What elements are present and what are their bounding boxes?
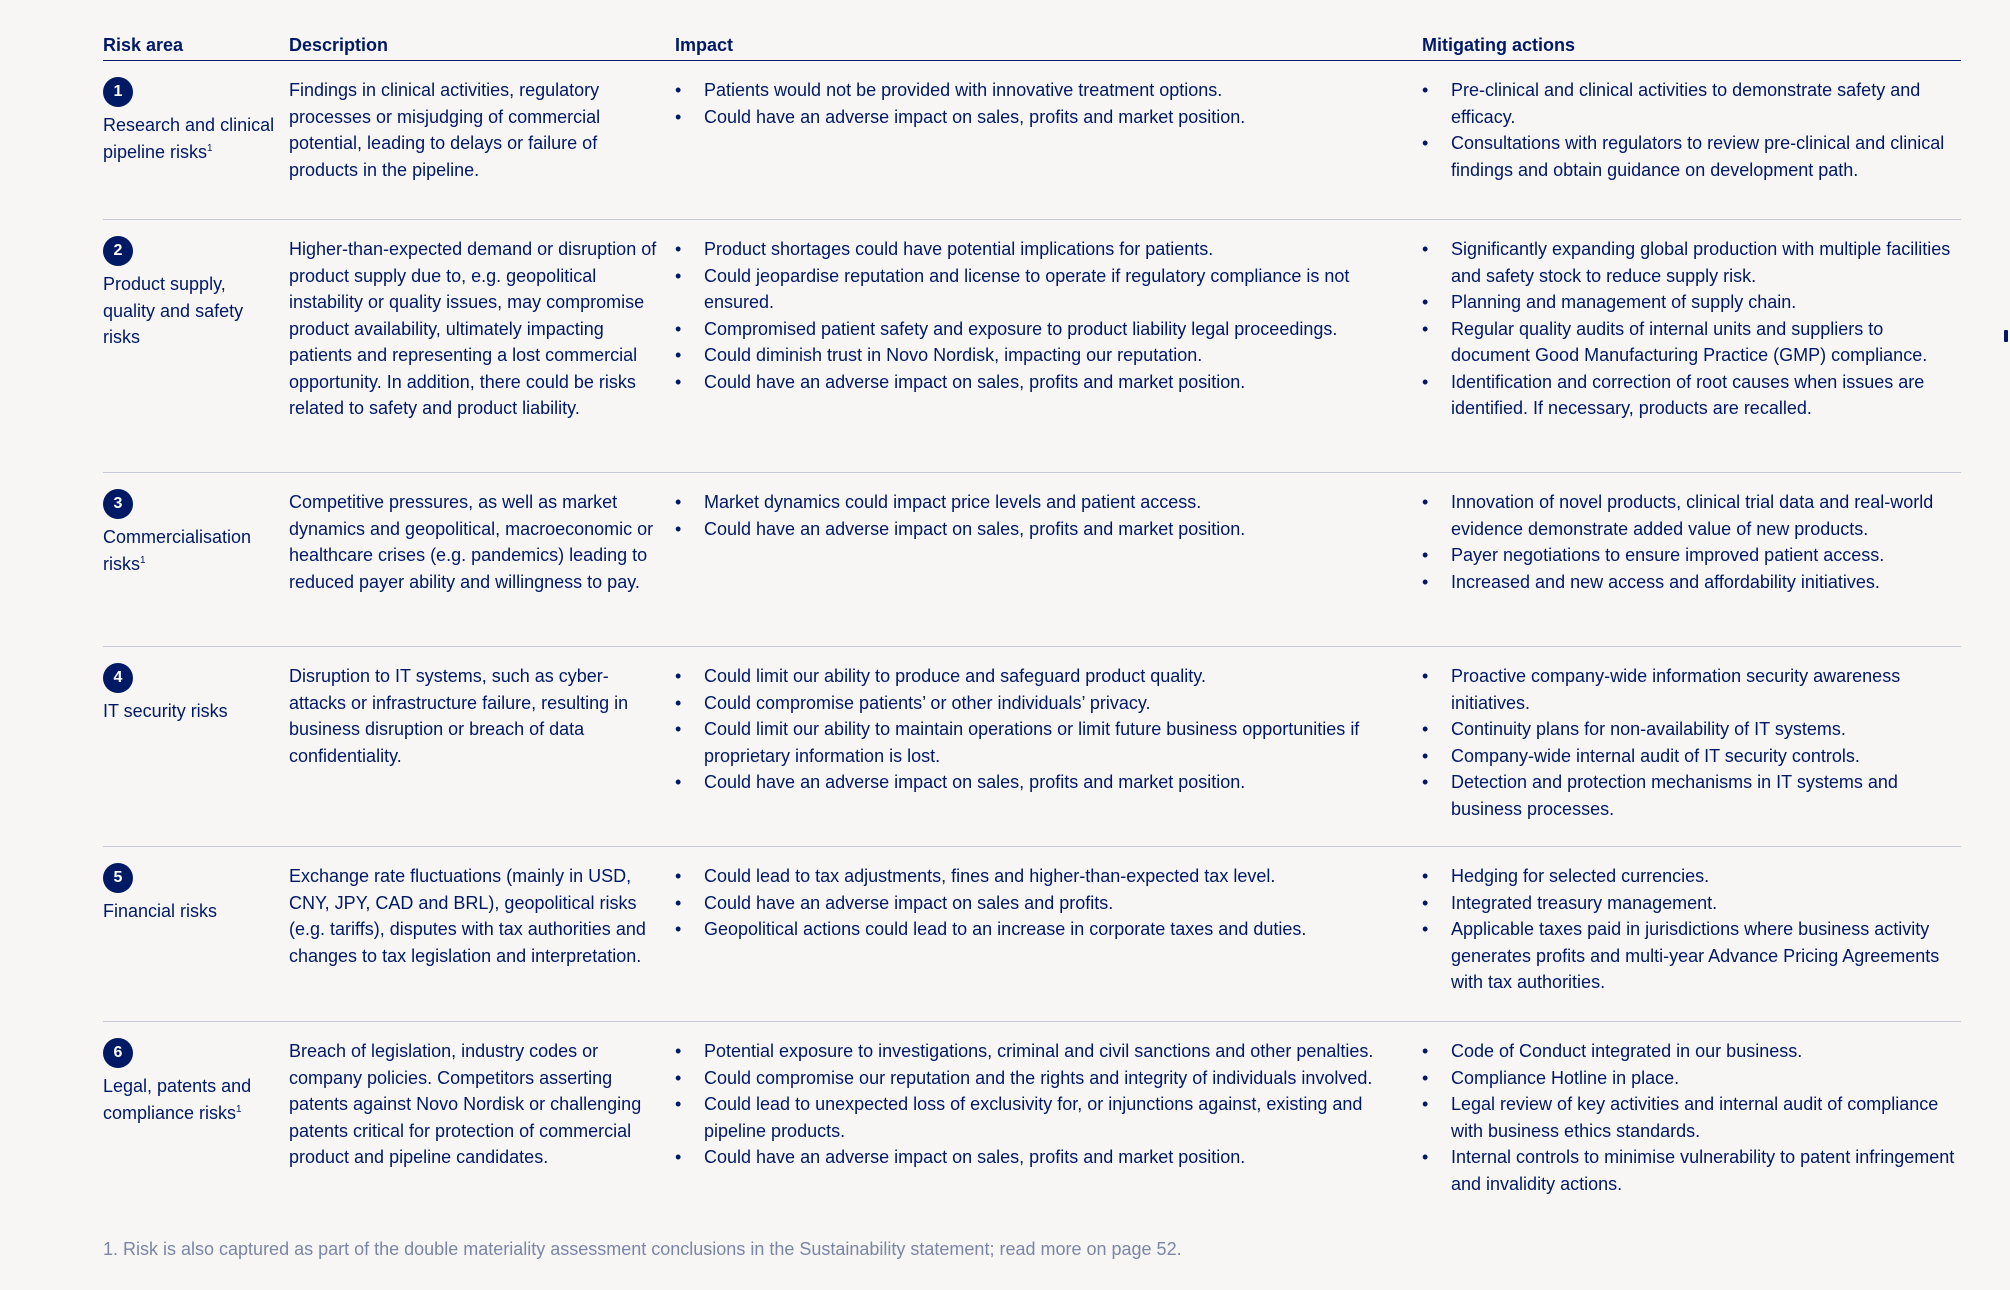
mitigation-item: • Hedging for selected currencies. xyxy=(1422,863,1961,890)
table-body xyxy=(103,61,1961,1210)
impact-list xyxy=(675,77,1412,130)
header-mitigating-actions: Mitigating actions xyxy=(1422,34,1575,55)
risk-area-cell xyxy=(103,1038,289,1210)
header-risk-area: Risk area xyxy=(103,34,184,55)
side-edge-mark xyxy=(2004,330,2008,342)
risk-area-label xyxy=(103,898,277,925)
table-row xyxy=(103,647,1961,847)
mitigation-item: • Proactive company-wide information security awareness initiatives. xyxy=(1422,663,1961,716)
impact-list xyxy=(675,1038,1412,1171)
risk-area-text: Research and clinical pipeline risks xyxy=(103,115,275,162)
impact-list xyxy=(675,863,1412,943)
impact-item: • Could compromise patients’ or other individuals’ privacy. xyxy=(675,690,1412,717)
risk-number-badge: 1 xyxy=(103,77,133,107)
mitigations-cell xyxy=(1422,77,1961,219)
risk-area-label xyxy=(103,698,277,725)
impact-cell xyxy=(675,77,1422,219)
impact-cell xyxy=(675,663,1422,846)
mitigation-item: • Applicable taxes paid in jurisdictions where business activity generates profits and multi-year Advance Pricing Agreements with tax authorities. xyxy=(1422,916,1961,996)
footnote-ref: 1 xyxy=(140,554,146,566)
risk-area-text: Commercialisation risks xyxy=(103,527,252,574)
impact-list xyxy=(675,489,1412,542)
impact-list xyxy=(675,663,1412,796)
mitigations-cell xyxy=(1422,863,1961,1021)
mitigations-cell xyxy=(1422,663,1961,846)
table-row xyxy=(103,220,1961,473)
mitigation-item: • Innovation of novel products, clinical trial data and real-world evidence demonstrate added value of new products. xyxy=(1422,489,1961,542)
impact-item: • Could have an adverse impact on sales, profits and market position. xyxy=(675,369,1412,396)
header-impact: Impact xyxy=(675,34,734,55)
impact-item: • Could lead to unexpected loss of exclusivity for, or injunctions against, existing and pipeline products. xyxy=(675,1091,1412,1144)
risk-area-label xyxy=(103,1073,277,1126)
risk-area-text: IT security risks xyxy=(103,701,228,721)
mitigation-item: • Pre-clinical and clinical activities to demonstrate safety and efficacy. xyxy=(1422,77,1961,130)
risk-area-label xyxy=(103,271,277,351)
impact-item: • Compromised patient safety and exposure to product liability legal proceedings. xyxy=(675,316,1412,343)
risk-area-cell xyxy=(103,863,289,1021)
mitigation-item: • Detection and protection mechanisms in IT systems and business processes. xyxy=(1422,769,1961,822)
impact-item: • Could have an adverse impact on sales, profits and market position. xyxy=(675,769,1412,796)
impact-item: • Could compromise our reputation and the rights and integrity of individuals involved. xyxy=(675,1065,1412,1092)
mitigations-list xyxy=(1422,1038,1961,1197)
mitigation-item: • Significantly expanding global production with multiple facilities and safety stock to reduce supply risk. xyxy=(1422,236,1961,289)
impact-item: • Product shortages could have potential implications for patients. xyxy=(675,236,1412,263)
mitigation-item: • Internal controls to minimise vulnerability to patent infringement and invalidity actions. xyxy=(1422,1144,1961,1197)
impact-item: • Could have an adverse impact on sales and profits. xyxy=(675,890,1412,917)
risk-number-badge: 4 xyxy=(103,663,133,693)
risk-area-text: Legal, patents and compliance risks xyxy=(103,1076,252,1123)
mitigation-item: • Consultations with regulators to review pre-clinical and clinical findings and obtain guidance on development path. xyxy=(1422,130,1961,183)
risk-area-cell xyxy=(103,77,289,219)
mitigation-item: • Continuity plans for non-availability of IT systems. xyxy=(1422,716,1961,743)
footnote-ref: 1 xyxy=(236,1103,242,1115)
mitigations-list xyxy=(1422,863,1961,996)
impact-item: • Geopolitical actions could lead to an increase in corporate taxes and duties. xyxy=(675,916,1412,943)
risk-number-badge: 2 xyxy=(103,236,133,266)
mitigation-item: • Integrated treasury management. xyxy=(1422,890,1961,917)
impact-item: • Could have an adverse impact on sales, profits and market position. xyxy=(675,104,1412,131)
risk-number-badge: 6 xyxy=(103,1038,133,1068)
impact-item: • Could have an adverse impact on sales, profits and market position. xyxy=(675,516,1412,543)
impact-list xyxy=(675,236,1412,395)
risk-number-badge: 5 xyxy=(103,863,133,893)
table-header xyxy=(103,30,1961,61)
mitigation-item: • Payer negotiations to ensure improved patient access. xyxy=(1422,542,1961,569)
risk-description: Competitive pressures, as well as market dynamics and geopolitical, macroeconomic or healthcare crises (e.g. pandemics) leading to reduced payer ability and willingness to pay. xyxy=(289,492,654,592)
risk-area-text: Product supply, quality and safety risks xyxy=(103,274,244,347)
impact-item: • Could diminish trust in Novo Nordisk, impacting our reputation. xyxy=(675,342,1412,369)
footnote: 1. Risk is also captured as part of the double materiality assessment conclusions in the Sustainability statement; read more on page 52. xyxy=(103,1239,1182,1259)
impact-item: • Could have an adverse impact on sales, profits and market position. xyxy=(675,1144,1412,1171)
header-description: Description xyxy=(289,34,389,55)
mitigation-item: • Legal review of key activities and internal audit of compliance with business ethics standards. xyxy=(1422,1091,1961,1144)
mitigation-item: • Increased and new access and affordability initiatives. xyxy=(1422,569,1961,596)
risk-description: Disruption to IT systems, such as cyber-attacks or infrastructure failure, resulting in business disruption or breach of data confidentiality. xyxy=(289,666,629,766)
impact-item: • Could lead to tax adjustments, fines and higher-than-expected tax level. xyxy=(675,863,1412,890)
risk-area-cell xyxy=(103,236,289,472)
mitigations-cell xyxy=(1422,1038,1961,1210)
mitigations-cell xyxy=(1422,489,1961,646)
impact-cell xyxy=(675,1038,1422,1210)
impact-item: • Patients would not be provided with innovative treatment options. xyxy=(675,77,1412,104)
mitigation-item: • Identification and correction of root causes when issues are identified. If necessary, products are recalled. xyxy=(1422,369,1961,422)
risk-area-cell xyxy=(103,663,289,846)
impact-item: • Could limit our ability to maintain operations or limit future business opportunities if proprietary information is lost. xyxy=(675,716,1412,769)
risk-area-label xyxy=(103,524,277,577)
table-row xyxy=(103,61,1961,220)
mitigation-item: • Planning and management of supply chain. xyxy=(1422,289,1961,316)
impact-item: • Market dynamics could impact price levels and patient access. xyxy=(675,489,1412,516)
mitigations-list xyxy=(1422,236,1961,422)
mitigation-item: • Company-wide internal audit of IT security controls. xyxy=(1422,743,1961,770)
footnote-ref: 1 xyxy=(207,142,213,154)
impact-item: • Potential exposure to investigations, criminal and civil sanctions and other penalties. xyxy=(675,1038,1412,1065)
risk-description: Higher-than-expected demand or disruption of product supply due to, e.g. geopolitical instability or quality issues, may compromise product availability, ultimately impacting patients and representing a lost commercial opportunity. In addition, there could be risks related to safety and product liability. xyxy=(289,239,657,418)
impact-item: • Could limit our ability to produce and safeguard product quality. xyxy=(675,663,1412,690)
mitigation-item: • Code of Conduct integrated in our business. xyxy=(1422,1038,1961,1065)
table-row xyxy=(103,1022,1961,1210)
table-row xyxy=(103,473,1961,647)
mitigations-list xyxy=(1422,663,1961,822)
impact-cell xyxy=(675,489,1422,646)
mitigations-list xyxy=(1422,489,1961,595)
table-row xyxy=(103,847,1961,1022)
risk-area-text: Financial risks xyxy=(103,901,218,921)
mitigation-item: • Compliance Hotline in place. xyxy=(1422,1065,1961,1092)
mitigation-item: • Regular quality audits of internal units and suppliers to document Good Manufacturing Practice (GMP) compliance. xyxy=(1422,316,1961,369)
mitigations-cell xyxy=(1422,236,1961,472)
risk-table xyxy=(103,30,1961,1210)
impact-cell xyxy=(675,236,1422,472)
risk-number-badge: 3 xyxy=(103,489,133,519)
impact-cell xyxy=(675,863,1422,1021)
risk-area-cell xyxy=(103,489,289,646)
mitigations-list xyxy=(1422,77,1961,183)
risk-area-label xyxy=(103,112,277,165)
risk-description: Findings in clinical activities, regulatory processes or misjudging of commercial potential, leading to delays or failure of products in the pipeline. xyxy=(289,80,601,180)
risk-description: Exchange rate fluctuations (mainly in USD, CNY, JPY, CAD and BRL), geopolitical risks (e.g. tariffs), disputes with tax authorities and changes to tax legislation and interpretation. xyxy=(289,866,646,966)
risk-description: Breach of legislation, industry codes or company policies. Competitors asserting patents against Novo Nordisk or challenging patents critical for protection of commercial product and pipeline candidates. xyxy=(289,1041,642,1167)
impact-item: • Could jeopardise reputation and license to operate if regulatory compliance is not ensured. xyxy=(675,263,1412,316)
